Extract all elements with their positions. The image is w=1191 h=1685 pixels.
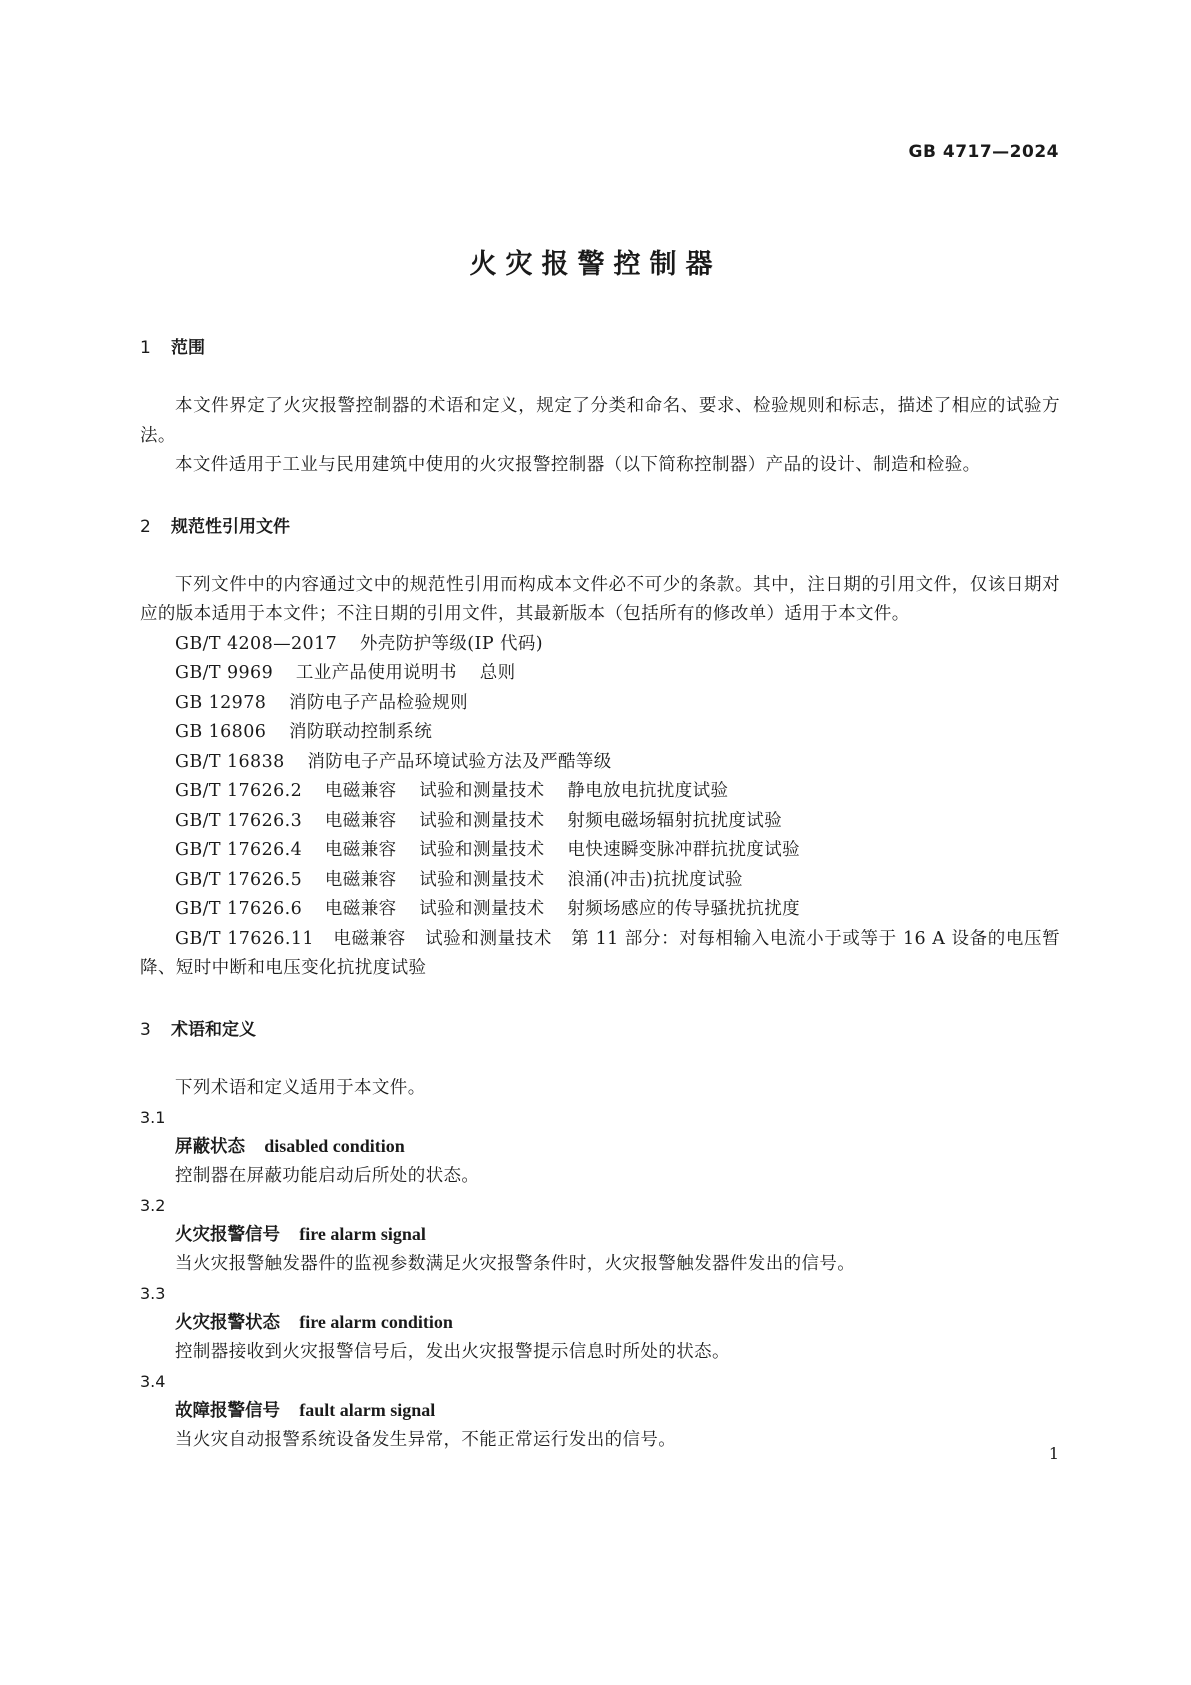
- reference-code: GB/T 4208—2017: [175, 633, 338, 654]
- reference-title: 浪涌(冲击)抗扰度试验: [567, 869, 743, 890]
- reference-code: GB 12978: [175, 692, 267, 713]
- term-entry: [140, 1191, 1060, 1279]
- reference-title: 电磁兼容: [324, 781, 397, 801]
- page-number: 1: [1048, 1444, 1059, 1463]
- reference-code: GB/T 9969: [175, 663, 274, 683]
- section-heading: [140, 1016, 1060, 1044]
- reference-title: 试验和测量技术: [419, 840, 545, 860]
- reference-title: 试验和测量技术: [425, 928, 553, 949]
- reference-title: 消防电子产品检验规则: [289, 692, 469, 713]
- term-name-zh: 火灾报警状态: [175, 1313, 280, 1333]
- reference-item: [140, 748, 1060, 778]
- reference-item: [140, 659, 1060, 689]
- term-name-zh: 屏蔽状态: [175, 1137, 245, 1157]
- term-entry: [140, 1103, 1060, 1191]
- reference-code: GB/T 17626.11: [175, 928, 314, 949]
- reference-item: [140, 895, 1060, 925]
- reference-title: 电磁兼容: [324, 840, 397, 860]
- term-number: 3.2: [140, 1196, 166, 1215]
- section-scope: [140, 334, 1060, 481]
- term-number: 3.3: [140, 1284, 166, 1303]
- reference-title: 第 11 部分：对每相输入电流小于或等于 16 A 设备的电压暂降、短时中断和电压变化抗扰度试验: [140, 928, 1060, 978]
- reference-code: GB/T 17626.5: [175, 869, 303, 890]
- reference-code: GB/T 17626.2: [175, 781, 303, 801]
- term-name-en: fire alarm signal: [299, 1224, 426, 1244]
- paragraph: 下列文件中的内容通过文中的规范性引用而构成本文件必不可少的条款。其中，注日期的引用文件，仅该日期对应的版本适用于本文件；不注日期的引用文件，其最新版本（包括所有的修改单）适用于本文件。: [140, 574, 1060, 624]
- section-terms-and-definitions: [140, 1016, 1060, 1456]
- section-title: 术语和定义: [171, 1019, 256, 1040]
- reference-title: 电磁兼容: [324, 899, 397, 919]
- term-name: [140, 1132, 1060, 1162]
- reference-item: [140, 630, 1060, 660]
- reference-title: 消防联动控制系统: [289, 722, 433, 742]
- paragraph: 本文件界定了火灾报警控制器的术语和定义，规定了分类和命名、要求、检验规则和标志，描述了相应的试验方法。: [140, 396, 1060, 446]
- term-name: [140, 1396, 1060, 1426]
- reference-title: 电快速瞬变脉冲群抗扰度试验: [567, 840, 801, 860]
- term-name-en: fire alarm condition: [299, 1312, 453, 1332]
- reference-item: [140, 836, 1060, 866]
- reference-item: [140, 925, 1060, 984]
- term-name-zh: 故障报警信号: [175, 1401, 280, 1421]
- reference-code: GB/T 17626.4: [175, 840, 303, 860]
- document-title: 火灾报警控制器: [469, 249, 722, 280]
- reference-title: 工业产品使用说明书: [295, 663, 457, 683]
- document-body: [140, 334, 1060, 1455]
- term-name: [140, 1220, 1060, 1250]
- reference-title: 静电放电抗扰度试验: [567, 781, 729, 801]
- section-number: 3: [140, 1019, 151, 1040]
- section-number: 1: [140, 338, 151, 358]
- term-entry: [140, 1279, 1060, 1367]
- term-definition: 当火灾自动报警系统设备发生异常，不能正常运行发出的信号。: [175, 1430, 677, 1450]
- reference-item: [140, 807, 1060, 837]
- section-heading: [140, 513, 1060, 541]
- reference-code: GB/T 17626.6: [175, 899, 303, 919]
- reference-code: GB/T 17626.3: [175, 810, 303, 831]
- reference-title: 射频场感应的传导骚扰抗扰度: [567, 899, 801, 919]
- reference-title: 外壳防护等级(IP 代码): [359, 633, 544, 654]
- reference-title: 射频电磁场辐射抗扰度试验: [567, 810, 783, 831]
- reference-title: 试验和测量技术: [419, 899, 545, 919]
- section-title: 规范性引用文件: [171, 516, 290, 537]
- reference-title: 试验和测量技术: [419, 869, 545, 890]
- reference-item: [140, 718, 1060, 748]
- term-name: [140, 1308, 1060, 1338]
- reference-item: [140, 866, 1060, 896]
- term-number: 3.4: [140, 1372, 166, 1391]
- term-name-en: disabled condition: [264, 1136, 405, 1156]
- term-number: 3.1: [140, 1108, 166, 1127]
- reference-code: GB 16806: [175, 722, 267, 742]
- section-heading: [140, 334, 1060, 362]
- reference-title: 总则: [479, 663, 516, 683]
- paragraph: 下列术语和定义适用于本文件。: [175, 1077, 426, 1098]
- term-name-en: fault alarm signal: [299, 1400, 436, 1420]
- reference-code: GB/T 16838: [175, 751, 285, 772]
- term-definition: 当火灾报警触发器件的监视参数满足火灾报警条件时，火灾报警触发器件发出的信号。: [175, 1254, 856, 1274]
- term-definition: 控制器在屏蔽功能启动后所处的状态。: [175, 1166, 480, 1186]
- term-entry: [140, 1367, 1060, 1455]
- section-number: 2: [140, 516, 151, 537]
- reference-title: 试验和测量技术: [419, 781, 545, 801]
- section-normative-references: [140, 513, 1060, 984]
- reference-item: [140, 777, 1060, 807]
- section-title: 范围: [171, 338, 205, 358]
- reference-title: 试验和测量技术: [419, 810, 545, 831]
- reference-title: 电磁兼容: [324, 869, 397, 890]
- reference-title: 电磁兼容: [333, 928, 406, 949]
- term-definition: 控制器接收到火灾报警信号后，发出火灾报警提示信息时所处的状态。: [175, 1342, 730, 1362]
- term-name-zh: 火灾报警信号: [175, 1225, 280, 1245]
- reference-title: 电磁兼容: [324, 810, 397, 831]
- reference-title: 消防电子产品环境试验方法及严酷等级: [307, 751, 612, 772]
- reference-item: [140, 689, 1060, 719]
- standard-number: GB 4717—2024: [908, 142, 1059, 162]
- paragraph: 本文件适用于工业与民用建筑中使用的火灾报警控制器（以下简称控制器）产品的设计、制造和检验。: [175, 455, 981, 475]
